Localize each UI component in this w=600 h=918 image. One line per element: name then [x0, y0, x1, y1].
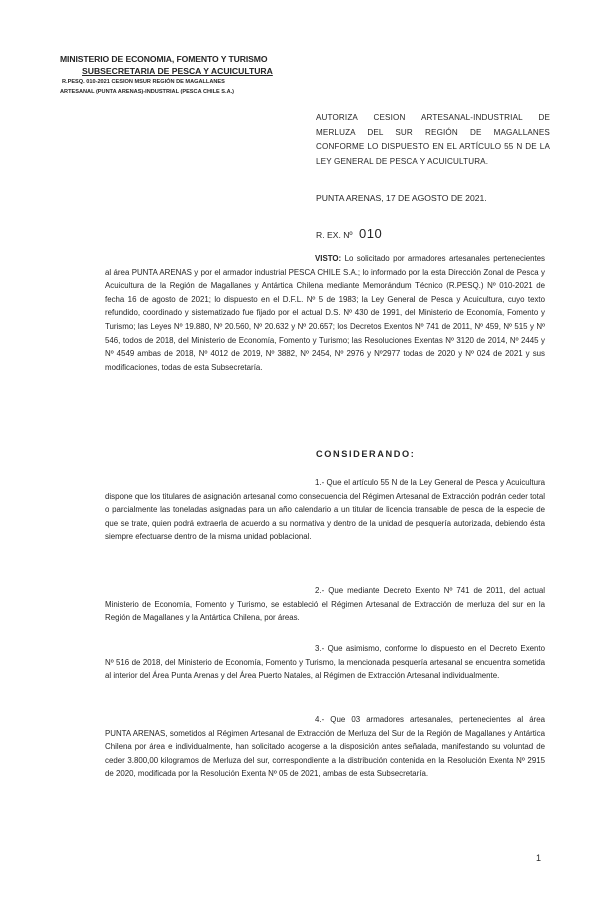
- subsecretaria-name: SUBSECRETARIA DE PESCA Y ACUICULTURA: [82, 66, 273, 76]
- considerando-3-text: 3.- Que asimismo, conforme lo dispuesto en el Decreto Exento Nº 516 de 2018, del Ministerio de Economía, Fomento y Turismo, la mencionada pesquería artesanal se encuentra sometida al interior del Área Punta Arenas y del Área Puerto Natales, al Régimen de Extracción Artesanal individualmente.: [105, 644, 545, 681]
- visto-keyword: VISTO:: [315, 254, 342, 263]
- considerando-4: [105, 713, 545, 781]
- page-number: 1: [536, 853, 542, 863]
- ministry-name: MINISTERIO DE ECONOMIA, FOMENTO Y TURISMO: [60, 54, 268, 64]
- considerando-1: [105, 476, 545, 544]
- considerando-3: [105, 642, 545, 683]
- reference-line-1: R.PESQ. 010-2021 CESION MSUR REGIÓN DE MAGALLANES: [62, 79, 225, 85]
- considerando-1-text: 1.- Que el artículo 55 N de la Ley General de Pesca y Acuicultura dispone que los titulares de asignación artesanal como consecuencia del Régimen Artesanal de Extracción podrán ceder total o parcialmente las toneladas asignadas para un año calendario a un titular de licencia transable de pesca de la especie de que se trate, quien podrá extraerla de acuerdo a su normativa y dentro de la unidad de pesquería autorizada, debiendo ésta siempre efectuarse dentro de la misma unidad poblacional.: [105, 478, 545, 542]
- visto-paragraph: [105, 252, 545, 374]
- considerando-heading: CONSIDERANDO:: [316, 449, 416, 459]
- letterhead: [60, 54, 290, 97]
- reference-line-2: ARTESANAL (PUNTA ARENAS)-INDUSTRIAL (PESCA CHILE S.A.): [60, 89, 235, 95]
- date-line: PUNTA ARENAS, 17 DE AGOSTO DE 2021.: [316, 193, 487, 203]
- considerando-2: [105, 584, 545, 625]
- resolution-subject: AUTORIZA CESION ARTESANAL-INDUSTRIAL DE MERLUZA DEL SUR REGIÓN DE MAGALLANES CONFORME LO DISPUESTO EN EL ARTÍCULO 55 N DE LA LEY GENERAL DE PESCA Y ACUICULTURA.: [316, 113, 550, 166]
- considerando-2-text: 2.- Que mediante Decreto Exento Nº 741 de 2011, del actual Ministerio de Economía, Fomento y Turismo, se estableció el Régimen Artesanal de Extracción de merluza del sur en la Región de Magallanes y la Antártica Chilena, por áreas.: [105, 586, 545, 623]
- visto-text: Lo solicitado por armadores artesanales pertenecientes al área PUNTA ARENAS y por el armador industrial PESCA CHILE S.A.; lo informado por la esta Dirección Zonal de Pesca y Acuicultura de la Región de Magallanes y Antártica Chilena mediante Memorándum Técnico (R.PESQ.) Nº 010-2021 de fecha 16 de agosto de 2021; lo dispuesto en el D.F.L. Nº 5 de 1983; la Ley General de Pesca y Acuicultura, cuyo texto refundido, coordinado y sistematizado fue fijado por el actual D.S. Nº 430 de 1991, del Ministerio de Economía, Fomento y Turismo; las Leyes Nº 19.880, Nº 20.560, Nº 20.632 y Nº 20.657; los Decretos Exentos Nº 741 de 2011, Nº 459, Nº 515 y Nº 546, todos de 2018, del Ministerio de Economía, Fomento y Turismo; las Resoluciones Exentas Nº 3120 de 2014, Nº 2445 y Nº 4549 ambas de 2018, Nº 4012 de 2019, Nº 3882, Nº 2454, Nº 2976 y Nº2977 todas de 2020 y Nº 024 de 2021 y sus modificaciones, todas de esta Subsecretaría.: [105, 254, 545, 372]
- resolution-number-label: R. EX. Nº: [316, 230, 353, 240]
- resolution-number-value: 010: [359, 226, 383, 241]
- considerando-4-text: 4.- Que 03 armadores artesanales, pertenecientes al área PUNTA ARENAS, sometidos al Régimen Artesanal de Extracción de Merluza del Sur de la Región de Magallanes y Antártica Chilena por área e individualmente, han solicitado acogerse a la disposición antes señalada, manifestando su voluntad de ceder 3.800,00 kilogramos de Merluza del sur, correspondiente a la distribución contenida en la Resolución Exenta Nº 2915 de 2020, modificada por la Resolución Exenta Nº 05 de 2021, ambas de esta Subsecretaría.: [105, 715, 545, 779]
- resolution-number: [316, 225, 382, 243]
